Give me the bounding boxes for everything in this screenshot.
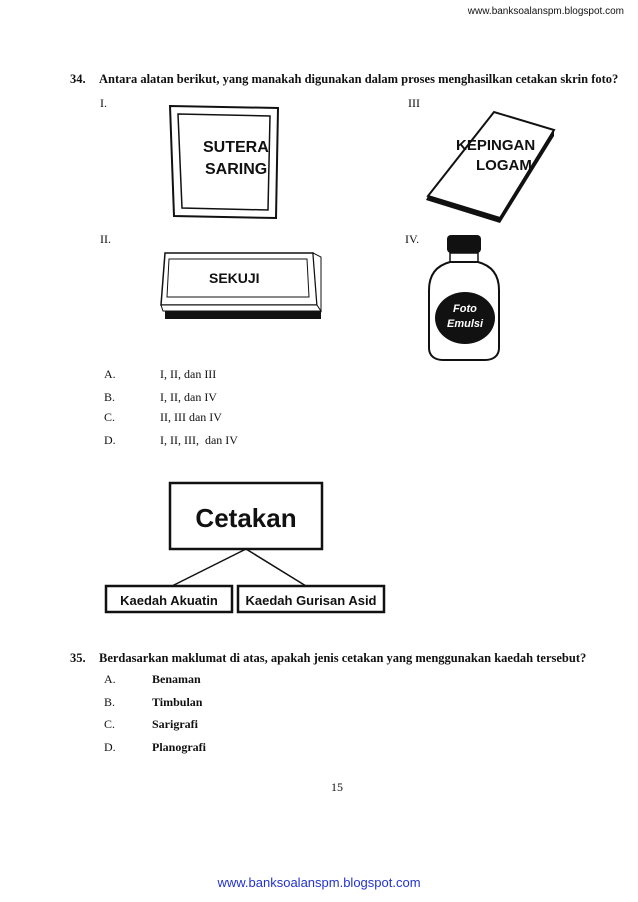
q34-option-d-text: I, II, III, dan IV [160,433,238,447]
q35-option-a-text: Benaman [152,672,201,686]
page-number: 15 [331,780,343,794]
q34-option-a-text: I, II, dan III [160,367,217,381]
item-I-numeral: I. [100,96,107,110]
q34-option-d-letter: D. [104,433,116,447]
q34-option-c-text: II, III dan IV [160,410,222,424]
diagram-child-akuatin: Kaedah Akuatin [120,593,218,608]
q35-option-b-text: Timbulan [152,695,203,709]
q34-option-a-letter: A. [104,367,116,381]
q34-option-b-letter: B. [104,390,116,404]
silk-screen-label-1: SUTERA [203,139,269,156]
silk-screen-image [160,100,290,225]
photo-emulsion-bottle-image [425,232,505,362]
bottle-label-2: Emulsi [447,318,484,330]
q35-option-c-text: Sarigrafi [152,717,198,731]
metal-plate-label-1: KEPINGAN [456,137,536,154]
item-III-numeral: III [408,96,420,110]
squeegee-image [155,245,325,325]
question-34-text: Antara alatan berikut, yang manakah digunakan dalam proses menghasilkan cetakan skrin foto? [99,72,619,86]
metal-plate-label-2: LOGAM [476,157,532,174]
diagram-child-gurisan-asid: Kaedah Gurisan Asid [245,593,377,608]
item-IV-numeral: IV. [405,232,420,246]
question-35-text: Berdasarkan maklumat di atas, apakah jenis cetakan yang menggunakan kaedah tersebut? [99,651,587,665]
connector-left [172,549,246,586]
q35-option-c-letter: C. [104,717,116,731]
squeegee-label: SEKUJI [209,270,260,286]
metal-plate-image [420,100,560,225]
item-II-numeral: II. [100,232,111,246]
silk-screen-label-2: SARING [205,161,268,178]
q35-option-d-text: Planografi [152,740,206,754]
question-35-number: 35. [70,651,86,665]
connector-right [246,549,306,586]
diagram-root-label: Cetakan [195,503,297,533]
question-34-number: 34. [70,72,86,86]
footer-url[interactable]: www.banksoalanspm.blogspot.com [217,875,421,890]
header-url: www.banksoalanspm.blogspot.com [467,6,624,17]
q35-option-b-letter: B. [104,695,116,709]
printing-method-diagram [100,475,390,625]
q34-option-b-text: I, II, dan IV [160,390,217,404]
bottle-label-1: Foto [453,303,477,315]
q35-option-a-letter: A. [104,672,116,686]
q35-option-d-letter: D. [104,740,116,754]
q34-option-c-letter: C. [104,410,116,424]
